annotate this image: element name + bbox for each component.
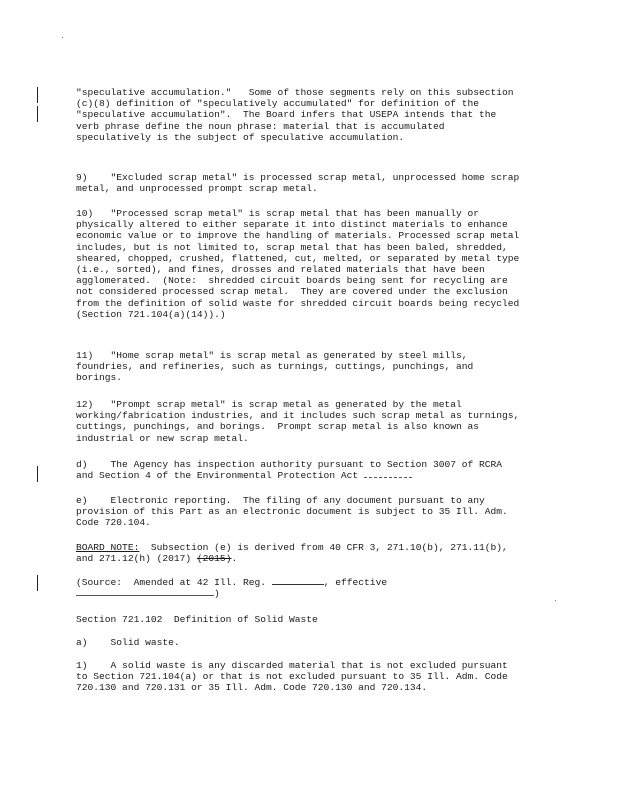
- paragraph-12: 12) "Prompt scrap metal" is scrap metal as generated by the metal working/fabrication industries, and it includes such scrap metal as turnings, cuttings, punchings, and borings. Prompt scrap metal is also known as industrial or new scrap metal.: [76, 399, 526, 444]
- source-mid: , effective: [323, 577, 388, 588]
- paragraph-e: e) Electronic reporting. The filing of any document pursuant to any provision of this Part as an electronic document is subject to 35 Ill. Adm. Code 720.104.: [76, 495, 514, 529]
- paragraph-speculative: "speculative accumulation." Some of those segments rely on this subsection (c)(8) definition of "speculatively accumulated" for definition of the "speculative accumulation". The Board infers that USEPA intends that the verb phrase define the noun phrase: material that is accumulated speculatively is the subject of speculative accumulation.: [76, 87, 520, 143]
- paragraph-d: [76, 459, 522, 481]
- effective-date-blank: [76, 595, 214, 596]
- board-note-text: Subsection (e) is derived from 40 CFR 3, 271.10(b), 271.11(b), and 271.12(h) (2017): [76, 542, 514, 565]
- board-note-label: BOARD NOTE:: [76, 542, 140, 553]
- revision-bar: [37, 106, 38, 122]
- board-note-strike: (2015): [196, 553, 232, 565]
- register-page-blank: [272, 584, 324, 585]
- paragraph-11: 11) "Home scrap metal" is scrap metal as generated by steel mills, foundries, and refineries, such as turnings, cuttings, punchings, and borings.: [76, 350, 480, 384]
- source-note: [76, 577, 522, 599]
- scan-speck: [62, 37, 63, 38]
- paragraph-a1: 1) A solid waste is any discarded material that is not excluded pursuant to Section 721.104(a) or that is not excluded pursuant to 35 Ill. Adm. Code 720.130 and 720.131 or 35 Ill. Adm. Code 720.130 and 720.134.: [76, 660, 514, 694]
- paragraph-9: 9) "Excluded scrap metal" is processed scrap metal, unprocessed home scrap metal, and unprocessed prompt scrap metal.: [76, 172, 526, 195]
- source-end: ): [214, 588, 220, 600]
- paragraph-a: a) Solid waste.: [76, 637, 180, 648]
- revision-bar: [37, 466, 38, 482]
- board-note: [76, 542, 522, 564]
- insertion-mark: [364, 477, 412, 478]
- source-prefix: (Source: Amended at 42 Ill. Reg.: [76, 577, 272, 588]
- board-note-end: .: [231, 553, 238, 565]
- section-heading: Section 721.102 Definition of Solid Waste: [76, 614, 318, 625]
- revision-bar: [37, 87, 38, 103]
- scan-speck: [555, 600, 556, 601]
- paragraph-d-text: d) The Agency has inspection authority pursuant to Section 3007 of RCRA and Section 4 of the Environmental Protection Act: [76, 459, 508, 482]
- revision-bar: [37, 575, 38, 591]
- paragraph-10: 10) "Processed scrap metal" is scrap metal that has been manually or physically altered to either separate it into distinct materials to enhance economic value or to improve the handling of materials. Processed scrap metal includes, but is not limited to, scrap metal that has been baled, shredded, sheared, chopped, crushed, flattened, cut, melted, or separated by metal type (i.e., sorted), and fines, drosses and related materials that have been agglomerated. (Note: shredded circuit boards being sent for recycling are not considered processed scrap metal. They are covered under the exclusion from the definition of solid waste for shredded circuit boards being recycled (Section 721.104(a)(14)).): [76, 208, 526, 320]
